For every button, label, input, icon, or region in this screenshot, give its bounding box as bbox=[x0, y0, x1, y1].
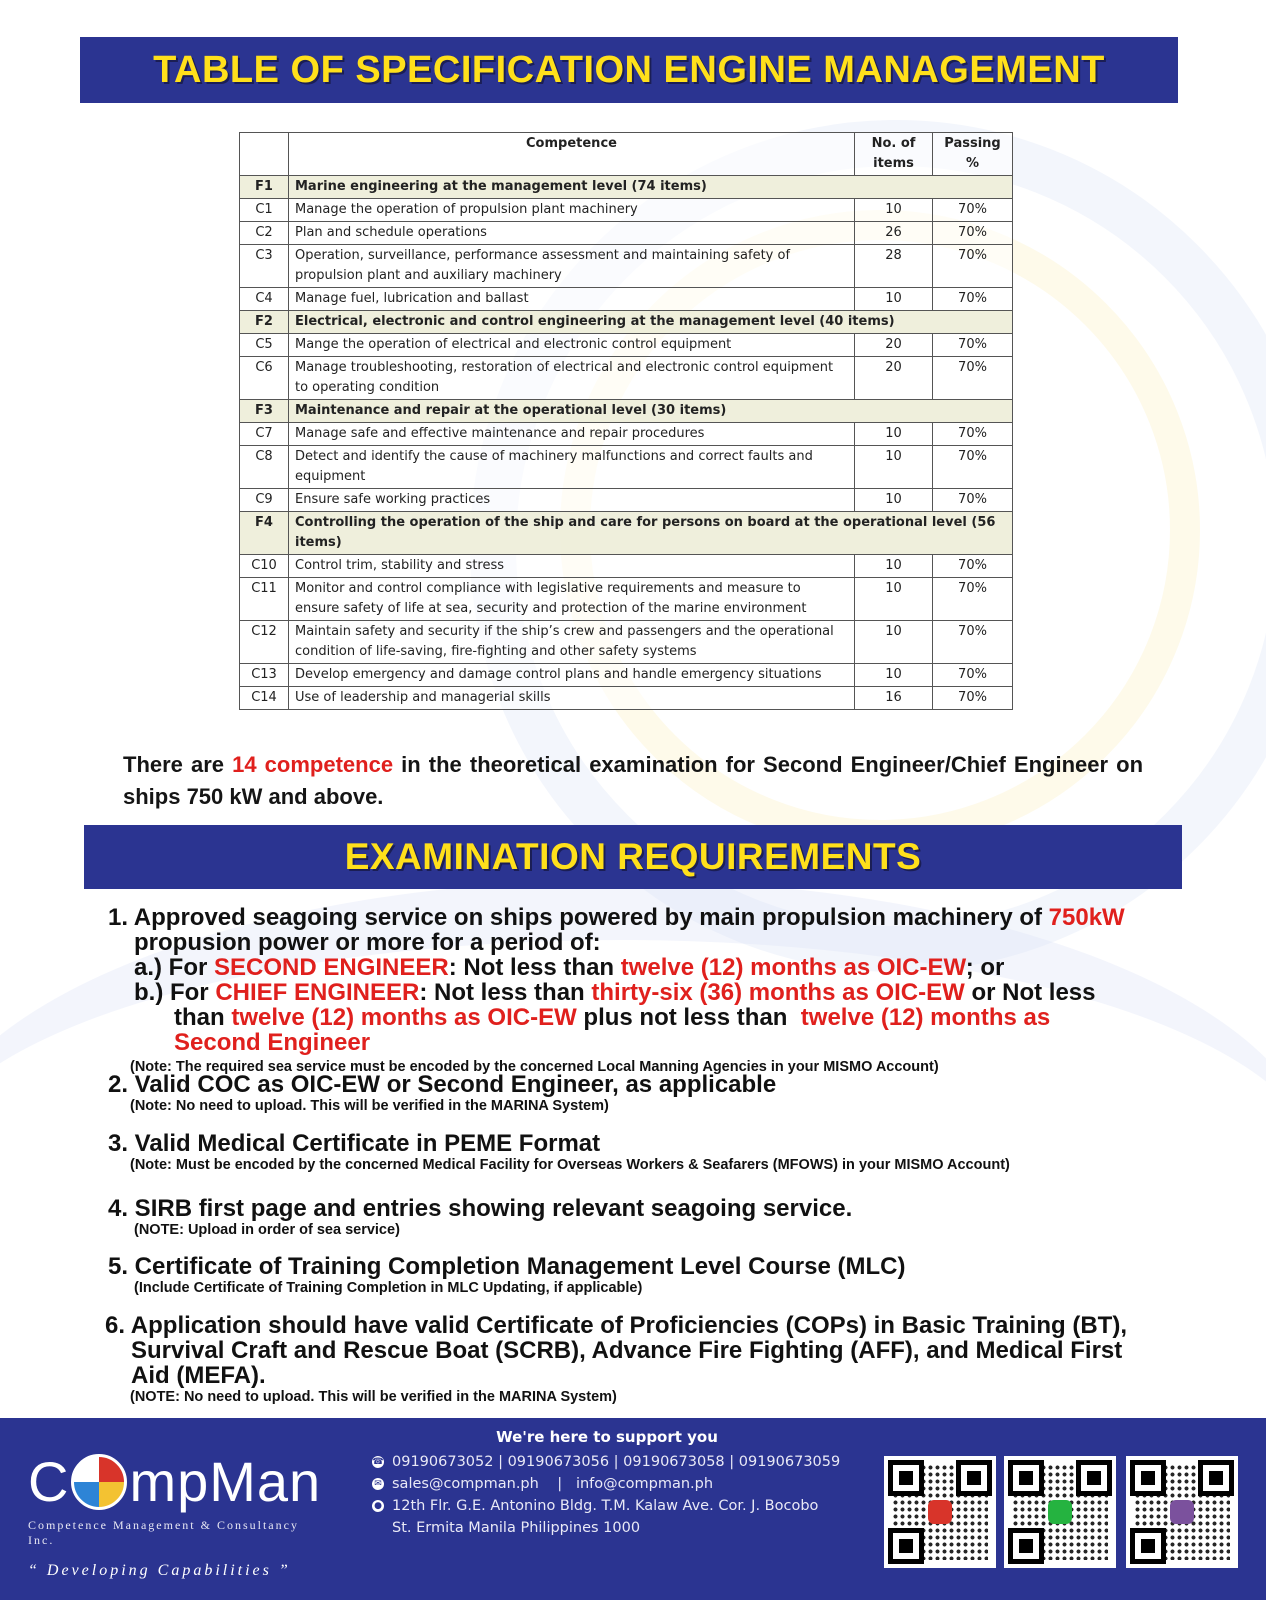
phone-icon: ☎ bbox=[372, 1457, 384, 1467]
summary-highlight: 14 competence bbox=[232, 752, 394, 777]
requirement-3-text: 3. Valid Medical Certificate in PEME Format bbox=[108, 1130, 601, 1157]
items-count: 26 bbox=[855, 222, 933, 245]
compman-logo bbox=[28, 1450, 328, 1580]
table-row bbox=[240, 199, 1013, 222]
address-line-2: St. Ermita Manila Philippines 1000 bbox=[392, 1520, 641, 1536]
requirement-1b: b.) For CHIEF ENGINEER: Not less than thirty-six (36) months as OIC-EW or Not less bbox=[134, 979, 1096, 1006]
competence-text: Maintain safety and security if the ship’s crew and passengers and the operational condition of life-saving, fire-fighting and other safety systems bbox=[289, 621, 855, 664]
function-row bbox=[240, 311, 1013, 334]
contact-info bbox=[372, 1428, 852, 1539]
table-row bbox=[240, 664, 1013, 687]
requirement-5 bbox=[108, 1254, 905, 1297]
items-count: 10 bbox=[855, 446, 933, 489]
email-icon: ✉ bbox=[372, 1478, 384, 1490]
footer bbox=[0, 1418, 1266, 1600]
competence-text: Monitor and control compliance with legislative requirements and measure to ensure safety of life at sea, security and protection of the marine environment bbox=[289, 578, 855, 621]
summary-after: in the theoretical examination for Second Engineer/Chief Engineer on ships 750 kW and above. bbox=[123, 752, 1144, 809]
row-code: C5 bbox=[240, 334, 289, 357]
exam-title: EXAMINATION REQUIREMENTS bbox=[344, 836, 922, 877]
globe-icon bbox=[71, 1454, 127, 1510]
qr-code-whatsapp[interactable] bbox=[1004, 1456, 1116, 1568]
requirement-1a: a.) For SECOND ENGINEER: Not less than twelve (12) months as OIC-EW; or bbox=[134, 954, 1005, 981]
header-items: No. of items bbox=[855, 133, 933, 176]
row-code: C8 bbox=[240, 446, 289, 489]
requirement-5-text: 5. Certificate of Training Completion Management Level Course (MLC) bbox=[108, 1253, 906, 1280]
items-count: 10 bbox=[855, 489, 933, 512]
summary-before: There are bbox=[123, 752, 225, 777]
row-code: C9 bbox=[240, 489, 289, 512]
table-row bbox=[240, 357, 1013, 400]
passing-percent: 70% bbox=[933, 578, 1013, 621]
row-code: C2 bbox=[240, 222, 289, 245]
requirement-6 bbox=[105, 1313, 1165, 1406]
support-heading: We're here to support you bbox=[496, 1428, 718, 1446]
competence-text: Control trim, stability and stress bbox=[289, 555, 855, 578]
requirement-1b-continuation: than twelve (12) months as OIC-EW plus not less than twelve (12) months as Second Engineer bbox=[174, 1004, 1051, 1056]
function-row bbox=[240, 176, 1013, 199]
table-row bbox=[240, 334, 1013, 357]
requirement-5-note: (Include Certificate of Training Completion in MLC Updating, if applicable) bbox=[134, 1280, 643, 1296]
items-count: 10 bbox=[855, 578, 933, 621]
table-row bbox=[240, 489, 1013, 512]
competence-text: Manage the operation of propulsion plant machinery bbox=[289, 199, 855, 222]
summary-text bbox=[123, 749, 1143, 813]
passing-percent: 70% bbox=[933, 446, 1013, 489]
row-code: F1 bbox=[240, 176, 289, 199]
function-row bbox=[240, 400, 1013, 423]
row-code: C14 bbox=[240, 687, 289, 710]
competence-text: Plan and schedule operations bbox=[289, 222, 855, 245]
table-row bbox=[240, 222, 1013, 245]
items-count: 10 bbox=[855, 555, 933, 578]
whatsapp-icon bbox=[1048, 1500, 1072, 1524]
requirement-2 bbox=[108, 1072, 776, 1115]
passing-percent: 70% bbox=[933, 199, 1013, 222]
phone-row bbox=[372, 1451, 852, 1473]
tagline: “ Developing Capabilities ” bbox=[28, 1562, 291, 1579]
competence-text: Develop emergency and damage control plans and handle emergency situations bbox=[289, 664, 855, 687]
address-row-2 bbox=[372, 1517, 852, 1539]
row-code: F4 bbox=[240, 512, 289, 555]
function-title: Electrical, electronic and control engineering at the management level (40 items) bbox=[289, 311, 1013, 334]
table-body bbox=[240, 176, 1013, 710]
table-header-row bbox=[240, 133, 1013, 176]
row-code: C4 bbox=[240, 288, 289, 311]
table-row bbox=[240, 288, 1013, 311]
function-row bbox=[240, 512, 1013, 555]
competence-text: Operation, surveillance, performance assessment and maintaining safety of propulsion plant and auxiliary machinery bbox=[289, 245, 855, 288]
requirement-6-text: 6. Application should have valid Certificate of Proficiencies (COPs) in Basic Training (BT), Survival Craft and Rescue Boat (SCRB), Advance Fire Fighting (AFF), and Medical First Aid (MEFA). bbox=[105, 1312, 1127, 1389]
passing-percent: 70% bbox=[933, 245, 1013, 288]
passing-percent: 70% bbox=[933, 288, 1013, 311]
passing-percent: 70% bbox=[933, 423, 1013, 446]
viber-icon bbox=[1170, 1500, 1194, 1524]
row-code: F3 bbox=[240, 400, 289, 423]
passing-percent: 70% bbox=[933, 621, 1013, 664]
competence-text: Mange the operation of electrical and electronic control equipment bbox=[289, 334, 855, 357]
passing-percent: 70% bbox=[933, 555, 1013, 578]
table-row bbox=[240, 578, 1013, 621]
address-line-1: 12th Flr. G.E. Antonino Bldg. T.M. Kalaw Ave. Cor. J. Bocobo bbox=[392, 1498, 819, 1514]
address-row bbox=[372, 1495, 852, 1517]
requirement-1-text: 1. Approved seagoing service on ships powered by main propulsion machinery of 750kW bbox=[108, 904, 1125, 931]
row-code: C11 bbox=[240, 578, 289, 621]
header-code bbox=[240, 133, 289, 176]
competence-text: Manage fuel, lubrication and ballast bbox=[289, 288, 855, 311]
table-row bbox=[240, 687, 1013, 710]
row-code: C12 bbox=[240, 621, 289, 664]
requirement-1-note: (Note: The required sea service must be encoded by the concerned Local Manning Agencies in your MISMO Account) bbox=[130, 1059, 939, 1075]
row-code: C13 bbox=[240, 664, 289, 687]
row-code: C10 bbox=[240, 555, 289, 578]
row-code: C7 bbox=[240, 423, 289, 446]
requirement-1 bbox=[108, 905, 1125, 1076]
passing-percent: 70% bbox=[933, 687, 1013, 710]
requirement-4 bbox=[108, 1196, 852, 1239]
items-count: 10 bbox=[855, 288, 933, 311]
table-row bbox=[240, 555, 1013, 578]
exam-banner bbox=[84, 825, 1182, 889]
row-code: F2 bbox=[240, 311, 289, 334]
row-code: C6 bbox=[240, 357, 289, 400]
title-banner bbox=[80, 37, 1178, 103]
header-passing: Passing % bbox=[933, 133, 1013, 176]
competence-text: Use of leadership and managerial skills bbox=[289, 687, 855, 710]
requirement-4-note: (NOTE: Upload in order of sea service) bbox=[134, 1222, 400, 1238]
table-row bbox=[240, 446, 1013, 489]
items-count: 10 bbox=[855, 199, 933, 222]
header-competence: Competence bbox=[289, 133, 855, 176]
items-count: 10 bbox=[855, 621, 933, 664]
logo-wordmark: C mpMan bbox=[28, 1450, 322, 1513]
specification-table bbox=[239, 132, 1013, 710]
row-code: C3 bbox=[240, 245, 289, 288]
passing-percent: 70% bbox=[933, 222, 1013, 245]
items-count: 10 bbox=[855, 664, 933, 687]
requirement-2-note: (Note: No need to upload. This will be verified in the MARINA System) bbox=[130, 1098, 609, 1114]
items-count: 10 bbox=[855, 423, 933, 446]
items-count: 20 bbox=[855, 357, 933, 400]
function-title: Maintenance and repair at the operational level (30 items) bbox=[289, 400, 1013, 423]
passing-percent: 70% bbox=[933, 334, 1013, 357]
table-row bbox=[240, 621, 1013, 664]
compman-badge-icon bbox=[928, 1500, 952, 1524]
row-code: C1 bbox=[240, 199, 289, 222]
table-row bbox=[240, 245, 1013, 288]
passing-percent: 70% bbox=[933, 489, 1013, 512]
email-row bbox=[372, 1473, 852, 1495]
company-name: Competence Management & Consultancy Inc. bbox=[28, 1518, 299, 1547]
qr-code-website[interactable] bbox=[884, 1456, 996, 1568]
location-pin-icon: ● bbox=[372, 1500, 384, 1512]
qr-code-viber[interactable] bbox=[1126, 1456, 1238, 1568]
competence-text: Manage troubleshooting, restoration of electrical and electronic control equipment to operating condition bbox=[289, 357, 855, 400]
requirement-3 bbox=[108, 1131, 1010, 1174]
function-title: Controlling the operation of the ship and care for persons on board at the operational level (56 items) bbox=[289, 512, 1013, 555]
function-title: Marine engineering at the management level (74 items) bbox=[289, 176, 1013, 199]
requirement-6-note: (NOTE: No need to upload. This will be verified in the MARINA System) bbox=[130, 1389, 617, 1405]
items-count: 28 bbox=[855, 245, 933, 288]
requirement-4-text: 4. SIRB first page and entries showing relevant seagoing service. bbox=[108, 1195, 853, 1222]
competence-text: Ensure safe working practices bbox=[289, 489, 855, 512]
competence-text: Detect and identify the cause of machinery malfunctions and correct faults and equipment bbox=[289, 446, 855, 489]
requirement-2-text: 2. Valid COC as OIC-EW or Second Engineer, as applicable bbox=[108, 1071, 777, 1098]
phone-numbers[interactable]: 09190673052 | 09190673056 | 09190673058 | 09190673059 bbox=[392, 1454, 841, 1470]
items-count: 20 bbox=[855, 334, 933, 357]
table-row bbox=[240, 423, 1013, 446]
competence-text: Manage safe and effective maintenance and repair procedures bbox=[289, 423, 855, 446]
items-count: 16 bbox=[855, 687, 933, 710]
page-title: TABLE OF SPECIFICATION ENGINE MANAGEMENT bbox=[153, 48, 1105, 91]
requirement-3-note: (Note: Must be encoded by the concerned Medical Facility for Overseas Workers & Seafarers (MFOWS) in your MISMO Account) bbox=[130, 1157, 1010, 1173]
specification-table-wrapper bbox=[239, 132, 1013, 710]
email-addresses[interactable]: sales@compman.ph | info@compman.ph bbox=[392, 1476, 714, 1492]
passing-percent: 70% bbox=[933, 664, 1013, 687]
requirement-1-continuation: propusion power or more for a period of: bbox=[134, 929, 601, 956]
passing-percent: 70% bbox=[933, 357, 1013, 400]
